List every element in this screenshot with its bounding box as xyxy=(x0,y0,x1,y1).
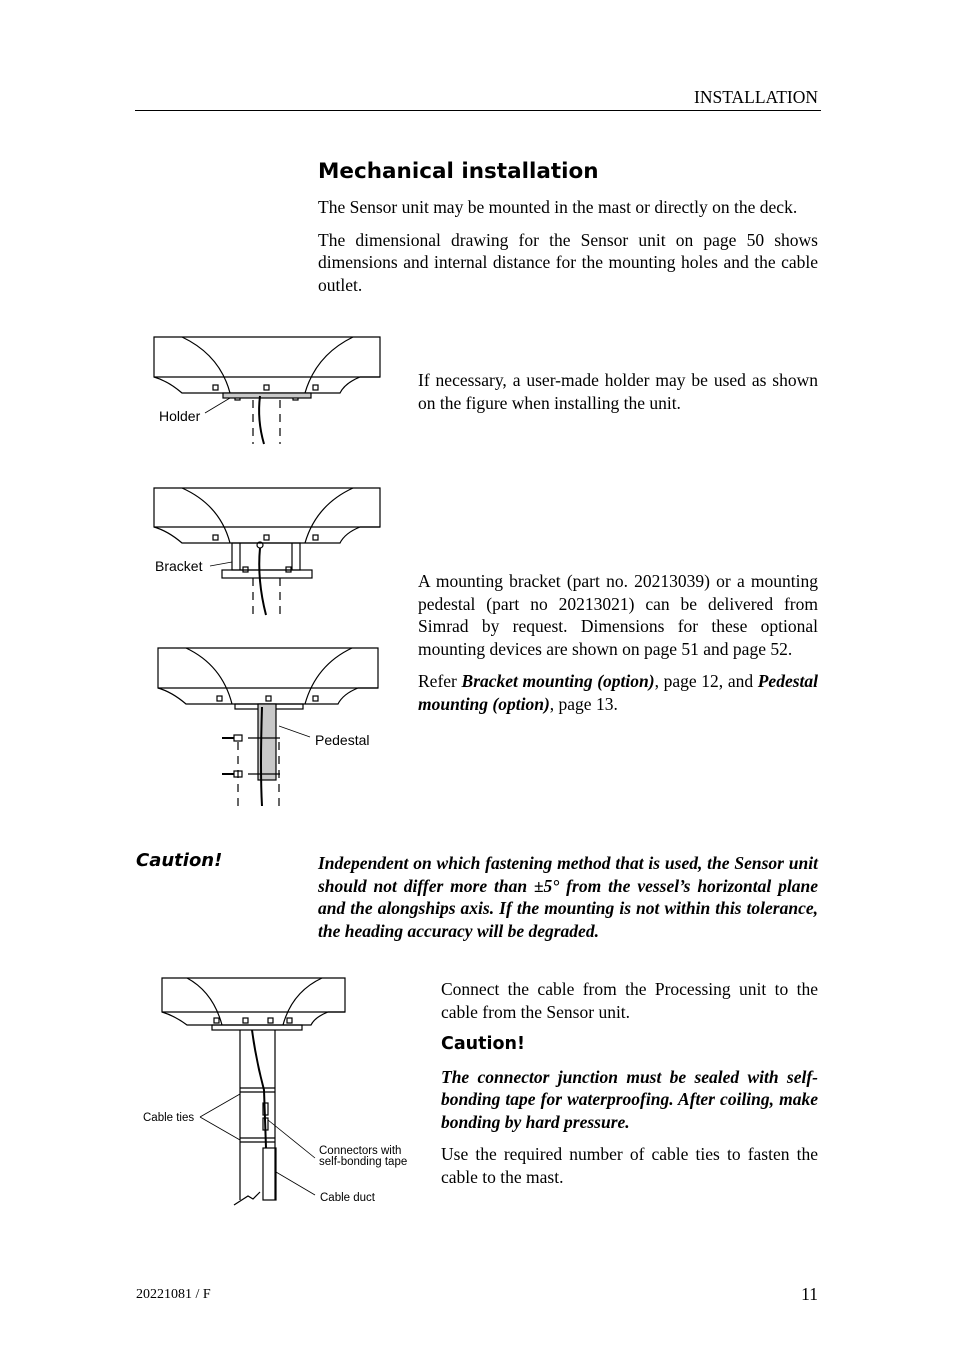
cable-caution-text: The connector junction must be sealed with self-bonding tape for waterproofing. After coiling, make bonding by hard pressure. xyxy=(441,1066,818,1132)
intro-text xyxy=(318,196,818,306)
cable-ties-paragraph: Use the required number of cable ties to fasten the cable to the mast. xyxy=(441,1144,818,1187)
refer-paragraph: Refer Bracket mounting (option), page 12, and Pedestal mounting (option), page 13. xyxy=(418,671,818,714)
cable-caution-label: Caution! xyxy=(441,1034,525,1054)
section-heading: Mechanical installation xyxy=(318,159,599,184)
header-section-title: INSTALLATION xyxy=(694,87,818,107)
holder-text xyxy=(418,369,818,424)
bracket-mounting-link[interactable]: Bracket mounting (option) xyxy=(461,671,655,691)
footer-page-number: 11 xyxy=(801,1284,818,1304)
header-rule xyxy=(135,110,821,111)
pedestal-mounting-link[interactable]: Pedestal mounting (option) xyxy=(418,671,818,714)
intro-paragraph-2: The dimensional drawing for the Sensor unit on page 50 shows dimensions and internal distance for the mounting holes and the cable outlet. xyxy=(318,229,818,295)
connectors-label: Connectors with self-bonding tape xyxy=(319,1145,408,1168)
bracket-label: Bracket xyxy=(155,558,203,574)
cable-ties-label: Cable ties xyxy=(143,1112,195,1124)
bracket-text xyxy=(418,570,818,725)
cable-duct-label: Cable duct xyxy=(320,1192,375,1204)
holder-label: Holder xyxy=(159,408,201,424)
intro-paragraph-1: The Sensor unit may be mounted in the mast or directly on the deck. xyxy=(318,197,798,217)
holder-paragraph: If necessary, a user-made holder may be used as shown on the figure when installing the unit. xyxy=(418,370,818,413)
connect-paragraph: Connect the cable from the Processing unit to the cable from the Sensor unit. xyxy=(441,979,818,1022)
caution-text: Independent on which fastening method that is used, the Sensor unit should not differ more than ±5° from the vessel’s horizontal plane and the alongships axis. If the mounting is not within this tolerance, the heading accuracy will be degraded. xyxy=(318,853,818,941)
footer-doc-number: 20221081 / F xyxy=(136,1287,211,1302)
pedestal-label: Pedestal xyxy=(315,732,370,748)
caution-label: Caution! xyxy=(136,850,223,871)
bracket-paragraph: A mounting bracket (part no. 20213039) or a mounting pedestal (part no 20213021) can be delivered from Simrad by request. Dimensions for these optional mounting devices are shown on page 51 and page 52. xyxy=(418,571,818,659)
cable-section-text xyxy=(441,978,818,1198)
